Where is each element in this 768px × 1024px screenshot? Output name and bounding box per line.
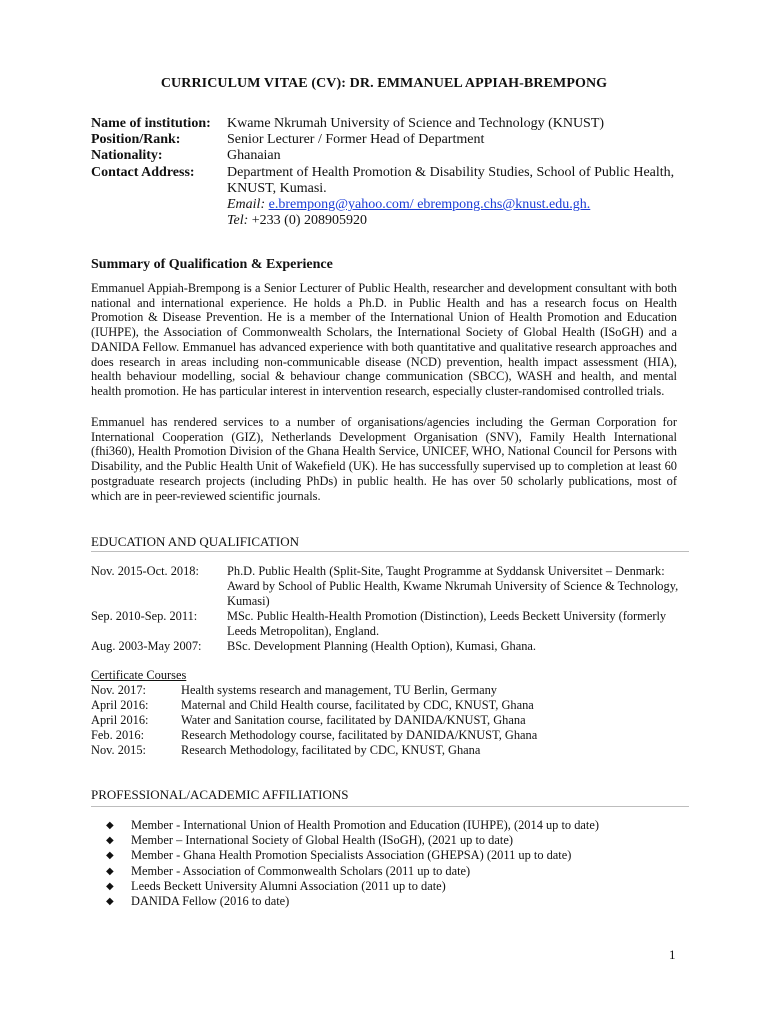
info-row-nationality [91,148,681,164]
affiliations-divider [91,806,689,807]
certificate-courses [91,668,681,758]
tel-label: Tel: [227,213,249,229]
diamond-bullet-icon: ◆ [106,835,114,847]
contact-address-line2: KNUST, Kumasi. [227,180,327,196]
position-label: Position/Rank: [91,132,181,148]
info-row-contact [91,165,681,230]
education-date: Aug. 2003-May 2007: [91,639,202,653]
summary-paragraph-1: Emmanuel Appiah-Brempong is a Senior Lecturer of Public Health, researcher and development consultant with both national and international experience. He holds a Ph.D. in Public Health and has a research focus on Health Promotion & Disease Prevention. He is a member of the International Union of Health Promotion and Education (IUHPE), the Association of Commonwealth Scholars, the International Society of Global Health (ISoGH) and a DANIDA Fellow. Emmanuel has advanced experience with both quantitative and qualitative research approaches and does research in areas including non-communicable disease (NCD) prevention, health impact assessment (HIA), health behaviour modelling, social & behaviour change communication (SBCC), WASH and health, and mental health promotion. He has particular interest in intervention research, especially cluster-randomised controlled trials. [91,281,677,398]
certificate-date: April 2016: [91,713,149,727]
certificate-text: Research Methodology course, facilitated by DANIDA/KNUST, Ghana [181,728,538,742]
summary-paragraph-2: Emmanuel has rendered services to a number of organisations/agencies including the German Corporation for International Cooperation (GIZ), Netherlands Development Organisation (SNV), Family Health International (fhi360), Health Promotion Division of the Ghana Health Service, UNICEF, WHO, National Council for Persons with Disability, and the Public Health Unit of Wakefield (UK). He has successfully supervised up to completion at least 60 postgraduate research projects (including PhDs) in public health. He has over 50 scholarly publications, most of which are in peer-reviewed scientific journals. [91,415,677,503]
list-item [106,818,686,833]
info-row-institution [91,116,681,132]
affiliation-text: Member – International Society of Global Health (ISoGH), (2021 up to date) [131,833,513,848]
list-item [106,864,686,879]
email-label: Email: [227,197,266,213]
education-text: MSc. Public Health-Health Promotion (Distinction), Leeds Beckett University (formerly Leeds Metropolitan), England. [227,609,667,638]
certificate-item [91,743,681,758]
diamond-bullet-icon: ◆ [106,880,114,892]
list-item [106,879,686,894]
education-item [91,639,681,654]
education-text: Ph.D. Public Health (Split-Site, Taught Programme at Syddansk Universitet – Denmark: Award by School of Public Health, Kwame Nkrumah University of Science & Technology, Kumasi) [227,564,679,608]
education-list [91,564,681,654]
list-item [106,894,686,909]
affiliation-text: Leeds Beckett University Alumni Association (2011 up to date) [131,878,446,893]
page-number: 1 [669,947,676,962]
affiliations-list [106,818,686,909]
education-heading: EDUCATION AND QUALIFICATION [91,534,299,549]
tel-value: +233 (0) 208905920 [251,213,368,229]
certificate-text: Maternal and Child Health course, facilitated by CDC, KNUST, Ghana [181,698,534,712]
affiliations-heading: PROFESSIONAL/ACADEMIC AFFILIATIONS [91,787,349,802]
list-item [106,833,686,848]
education-date: Sep. 2010-Sep. 2011: [91,609,198,623]
tel-line [227,213,681,229]
education-date: Nov. 2015-Oct. 2018: [91,564,199,578]
list-item [106,848,686,863]
education-text: BSc. Development Planning (Health Option), Kumasi, Ghana. [227,639,537,653]
certificate-text: Health systems research and management, TU Berlin, Germany [181,683,497,697]
certificate-item [91,728,681,743]
education-divider [91,551,689,552]
diamond-bullet-icon: ◆ [106,850,114,862]
diamond-bullet-icon: ◆ [106,896,114,908]
affiliation-text: Member - Ghana Health Promotion Specialists Association (GHEPSA) (2011 up to date) [131,848,572,863]
contact-address-line1: Department of Health Promotion & Disability Studies, School of Public Health, [227,164,675,180]
info-row-position [91,132,681,148]
institution-value: Kwame Nkrumah University of Science and Technology (KNUST) [227,116,605,131]
certificate-text: Research Methodology, facilitated by CDC, KNUST, Ghana [181,743,481,757]
certificate-date: Feb. 2016: [91,728,145,742]
certificate-text: Water and Sanitation course, facilitated by DANIDA/KNUST, Ghana [181,713,526,727]
certificate-heading: Certificate Courses [91,668,187,682]
position-value: Senior Lecturer / Former Head of Department [227,132,485,148]
certificate-date: Nov. 2017: [91,683,146,697]
email-line [227,197,681,213]
certificate-date: Nov. 2015: [91,743,146,757]
document-title: CURRICULUM VITAE (CV): DR. EMMANUEL APPIAH-BREMPONG [160,76,608,91]
affiliation-text: DANIDA Fellow (2016 to date) [131,894,290,909]
contact-value [227,165,681,230]
diamond-bullet-icon: ◆ [106,820,114,831]
education-item [91,609,681,639]
summary-heading: Summary of Qualification & Experience [91,257,333,272]
diamond-bullet-icon: ◆ [106,865,114,877]
nationality-value: Ghanaian [227,148,281,164]
certificate-date: April 2016: [91,698,149,712]
certificate-item [91,713,681,728]
certificate-item [91,698,681,713]
personal-info [91,116,681,229]
affiliation-text: Member - Association of Commonwealth Scholars (2011 up to date) [131,863,471,878]
affiliation-text: Member - International Union of Health Promotion and Education (IUHPE), (2014 up to date) [131,818,599,832]
education-item [91,564,681,609]
nationality-label: Nationality: [91,148,163,164]
email-link[interactable]: e.brempong@yahoo.com/ ebrempong.chs@knust.edu.gh. [268,197,591,213]
contact-label: Contact Address: [91,164,195,180]
institution-label: Name of institution: [91,116,211,131]
certificate-item [91,683,681,698]
